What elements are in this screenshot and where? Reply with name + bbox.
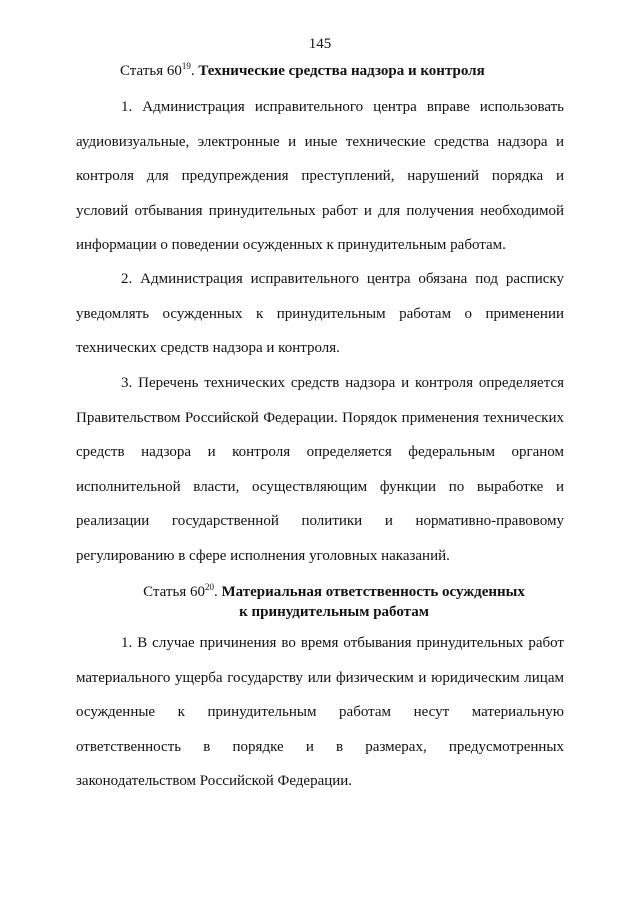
paragraph: 2. Администрация исправительного центра обязана под расписку уведомлять осужденных к принудительным работам о применении технических средств надзора и контроля. <box>76 271 564 357</box>
article-dot: . <box>190 63 195 79</box>
article-heading-line-1 <box>104 582 564 602</box>
article-title-line-2: к принудительным работам <box>239 604 429 620</box>
article-label: Статья 60 <box>120 63 182 79</box>
article-label: Статья 60 <box>143 584 205 600</box>
article-dot: . <box>213 584 218 600</box>
page-number: 145 <box>308 36 332 52</box>
paragraph: 3. Перечень технических средств надзора и контроля определяется Правительством Российской Федерации. Порядок применения технических средств надзора и контроля определяется федеральным органом исполнительной власти, осуществляющим функции по выработке и реализации государственной политики и нормативно-правовому регулированию в сфере исполнения уголовных наказаний. <box>76 375 564 564</box>
paragraph: 1. В случае причинения во время отбывания принудительных работ материального ущерба государству или физическим и юридическим лицам осужденные к принудительным работам несут материальную ответственность в порядке и в размерах, предусмотренных законодательством Российской Федерации. <box>76 635 564 790</box>
article-60-20-heading <box>104 582 564 622</box>
article-superscript: 19 <box>181 61 191 71</box>
article-title: Технические средства надзора и контроля <box>198 63 485 79</box>
article-title-line-1: Материальная ответственность осужденных <box>221 584 525 600</box>
paragraph: 1. Администрация исправительного центра вправе использовать аудиовизуальные, электронные и иные технические средства надзора и контроля для предупреждения преступлений, нарушений порядка и условий отбывания принудительных работ и для получения необходимой информации о поведении осужденных к принудительным работам. <box>76 99 564 254</box>
article-superscript: 20 <box>204 582 214 592</box>
article-60-19-heading <box>120 61 580 81</box>
